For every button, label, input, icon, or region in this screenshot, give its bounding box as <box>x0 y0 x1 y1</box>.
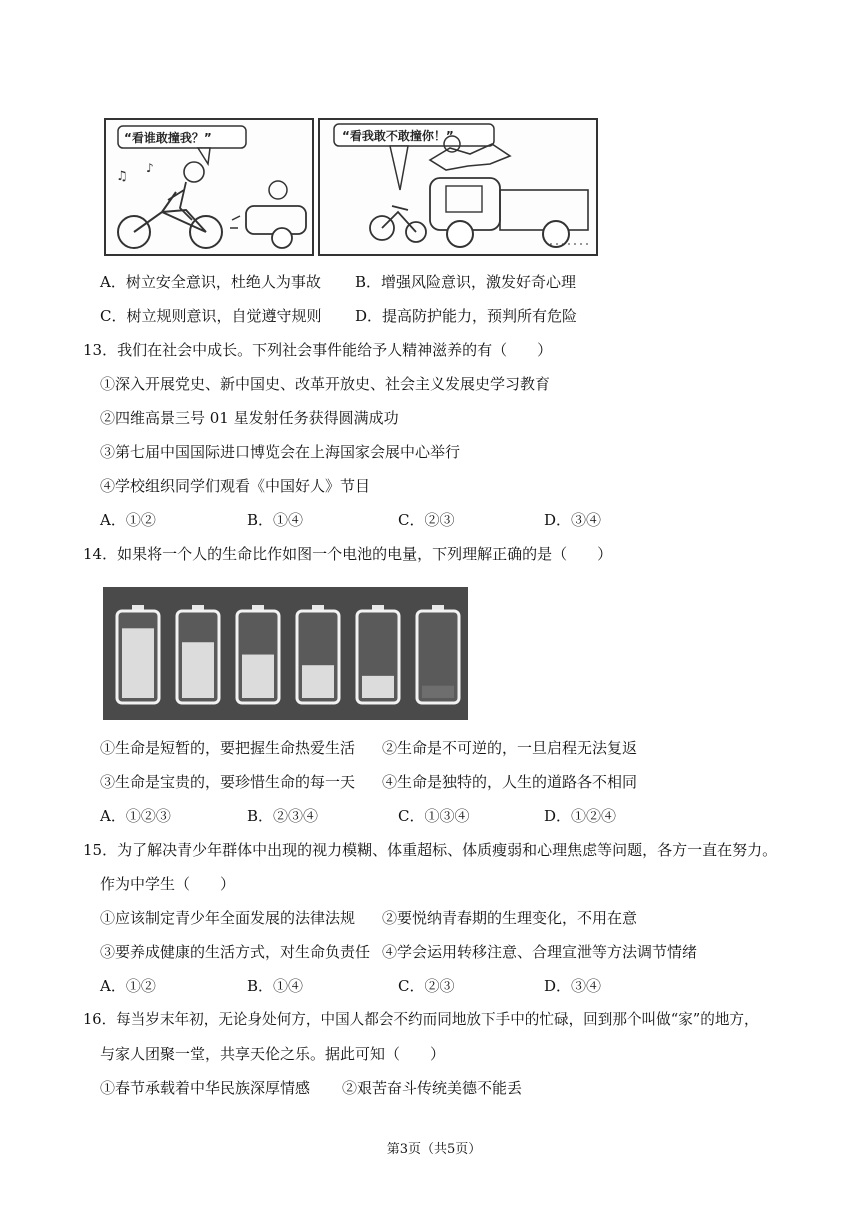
q15-option-a: A．①② <box>100 977 156 995</box>
battery-4 <box>297 605 339 703</box>
battery-5 <box>357 605 399 703</box>
q13-option-b: B．①④ <box>247 511 304 529</box>
q16-item-1: ①春节承载着中华民族深厚情感 <box>100 1079 311 1097</box>
page-footer: 第3页（共5页） <box>386 1142 482 1157</box>
q15-stem-line1: 15．为了解决青少年群体中出现的视力模糊、体重超标、体质瘦弱和心理焦虑等问题，各方一直在努力。 <box>83 841 778 859</box>
q14-option-b: B．②③④ <box>247 807 319 825</box>
q13-item-2: ②四维高景三号 01 星发射任务获得圆满成功 <box>100 409 399 427</box>
q13-option-c: C．②③ <box>398 511 455 529</box>
q16-stem-line1: 16．每当岁末年初，无论身处何方，中国人都会不约而同地放下手中的忙碌，回到那个叫做“家”的地方， <box>83 1011 759 1028</box>
q15-option-b: B．①④ <box>247 977 304 995</box>
q12-option-a: A．树立安全意识，杜绝人为事故 <box>100 273 321 291</box>
q15-stem-line2: 作为中学生（ ） <box>100 875 236 893</box>
q14-item-4: ④生命是独特的，人生的道路各不相同 <box>382 773 638 791</box>
q14-option-a: A．①②③ <box>100 807 171 825</box>
battery-1 <box>117 605 159 703</box>
battery-charge-5 <box>362 676 394 698</box>
q14-option-c: C．①③④ <box>398 807 470 825</box>
svg-text:♫: ♫ <box>116 169 128 184</box>
q16-item-2: ②艰苦奋斗传统美德不能丢 <box>342 1079 523 1097</box>
q13-stem: 13．我们在社会中成长。下列社会事件能给予人精神滋养的有（ ） <box>83 341 553 359</box>
q14-item-2: ②生命是不可逆的，一旦启程无法复返 <box>382 739 638 757</box>
battery-charge-2 <box>182 642 214 698</box>
q15-option-c: C．②③ <box>398 977 455 995</box>
q13-item-3: ③第七届中国国际进口博览会在上海国家会展中心举行 <box>100 443 461 461</box>
q12-option-d: D．提高防护能力，预判所有危险 <box>355 307 578 325</box>
q13-item-4: ④学校组织同学们观看《中国好人》节目 <box>100 477 371 495</box>
q15-item-3: ③要养成健康的生活方式，对生命负责任 <box>100 943 371 961</box>
battery-charge-3 <box>242 655 274 698</box>
comic-panel-right <box>318 118 598 256</box>
q16-stem-line2: 与家人团聚一堂，共享天伦之乐。据此可知（ ） <box>100 1045 446 1063</box>
battery-6 <box>417 605 459 703</box>
q14-item-1: ①生命是短暂的，要把握生命热爱生活 <box>100 739 356 757</box>
comic-illustration <box>104 118 597 254</box>
q14-stem: 14．如果将一个人的生命比作如图一个电池的电量，下列理解正确的是（ ） <box>83 545 613 563</box>
battery-charge-6 <box>422 686 454 698</box>
q14-option-d: D．①②④ <box>544 807 617 825</box>
svg-text:♪: ♪ <box>146 161 154 175</box>
battery-charge-1 <box>122 628 154 698</box>
comic-right-speech: “看我敢不敢撞你！” <box>342 129 454 143</box>
q15-option-d: D．③④ <box>544 977 602 995</box>
battery-3 <box>237 605 279 703</box>
q15-item-1: ①应该制定青少年全面发展的法律法规 <box>100 909 356 927</box>
q14-item-3: ③生命是宝贵的，要珍惜生命的每一天 <box>100 773 356 791</box>
battery-charge-4 <box>302 665 334 698</box>
q12-option-c: C．树立规则意识，自觉遵守规则 <box>100 307 322 325</box>
battery-illustration <box>103 587 468 720</box>
q12-option-b: B．增强风险意识，激发好奇心理 <box>355 273 577 291</box>
q15-item-2: ②要悦纳青春期的生理变化，不用在意 <box>382 909 638 927</box>
battery-2 <box>177 605 219 703</box>
comic-left-speech: “看谁敢撞我？” <box>124 131 212 145</box>
comic-panel-left <box>104 118 314 256</box>
q13-option-d: D．③④ <box>544 511 602 529</box>
q13-item-1: ①深入开展党史、新中国史、改革开放史、社会主义发展史学习教育 <box>100 375 551 393</box>
q13-option-a: A．①② <box>100 511 156 529</box>
q15-item-4: ④学会运用转移注意、合理宣泄等方法调节情绪 <box>382 943 698 961</box>
